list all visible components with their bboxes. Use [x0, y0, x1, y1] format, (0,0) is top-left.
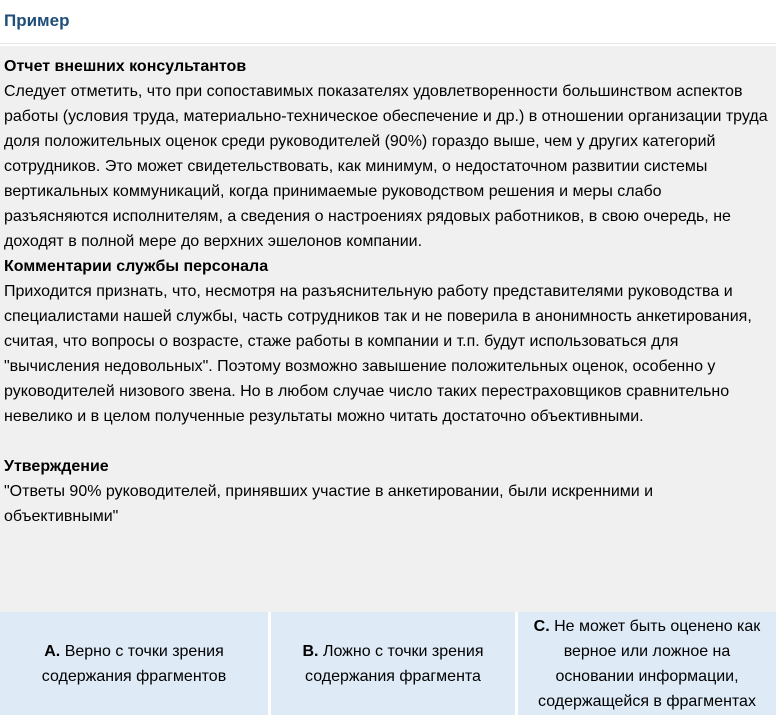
spacer: [4, 429, 770, 454]
option-c-button[interactable]: [518, 612, 776, 715]
option-a-letter: A.: [44, 642, 61, 660]
section-text-consultants: Следует отметить, что при сопоставимых показателях удовлетворенности большинством аспектов работы (условия труда, материально-техническое обеспечение и др.) в отношении организации труда доля положительных оценок среди руководителей (90%) гораздо выше, чем у других категорий сотрудников. Это может свидетельствовать, как минимум, о недостаточном развитии системы вертикальных коммуникаций, когда принимаемые руководством решения и меры слабо разъясняются исполнителям, а сведения о настроениях рядовых работников, в свою очередь, не доходят в полной мере до верхних эшелонов компании.: [4, 83, 768, 250]
option-a-text: Верно с точки зрения содержания фрагментов: [41, 642, 227, 685]
page-title: Пример: [4, 11, 70, 30]
option-b-button[interactable]: [271, 612, 515, 715]
section-heading-hr: Комментарии службы персонала: [4, 258, 269, 275]
option-c-letter: C.: [533, 617, 550, 635]
answer-options: [0, 612, 776, 715]
option-b-text: Ложно с точки зрения содержания фрагмента: [305, 642, 484, 685]
option-b-label: [277, 639, 509, 689]
section-text-hr: Приходится признать, что, несмотря на разъяснительную работу представителями руководства и специалистами нашей службы, часть сотрудников так и не поверила в анонимность анкетирования, считая, что вопросы о возрасте, стаже работы в компании и т.п. будут использоваться для "вычисления недовольных". Поэтому возможно завышение положительных оценок, особенно у руководителей низового звена. Но в любом случае число таких перестраховщиков сравнительно невелико и в целом полученные результаты можно читать достаточно объективными.: [4, 283, 752, 425]
statement-text: "Ответы 90% руководителей, принявших участие в анкетировании, были искренними и объективными": [4, 483, 654, 525]
option-a-button[interactable]: [0, 612, 268, 715]
header-bar: [0, 0, 776, 44]
statement-heading: Утверждение: [4, 458, 109, 475]
option-c-label: [524, 614, 770, 714]
content-panel: [0, 46, 776, 612]
option-b-letter: B.: [302, 642, 319, 660]
option-a-label: [6, 639, 262, 689]
option-c-text: Не может быть оценено как верное или ложное на основании информации, содержащейся в фрагментах: [538, 617, 761, 710]
section-heading-consultants: Отчет внешних консультантов: [4, 58, 247, 75]
